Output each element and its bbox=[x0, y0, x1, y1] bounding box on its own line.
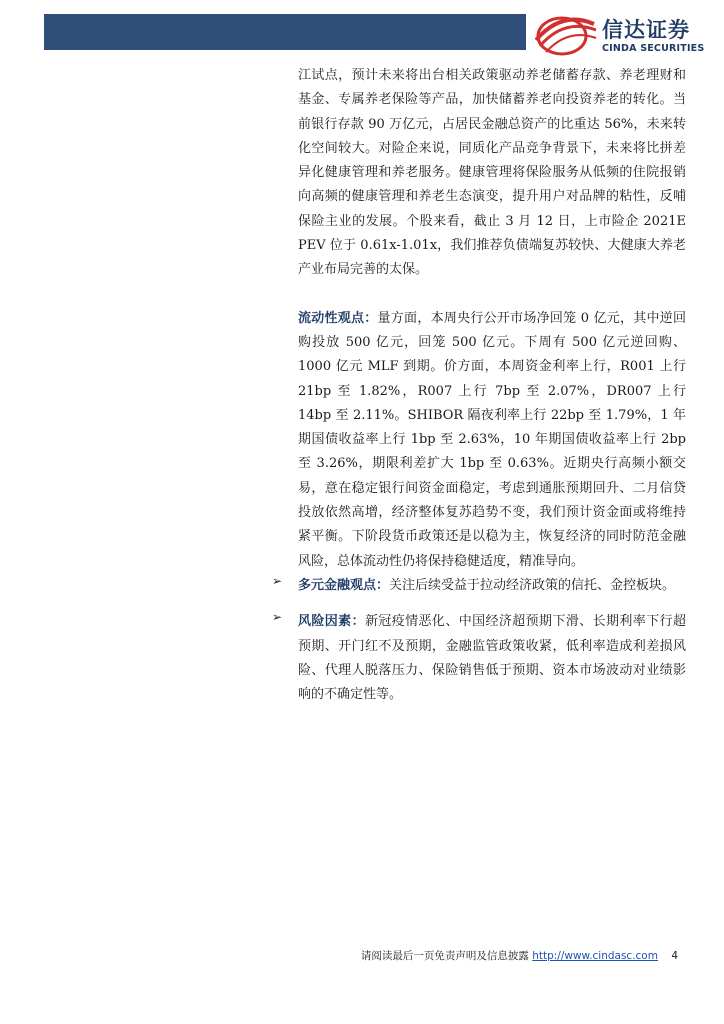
logo-chinese-name: 信达证券 bbox=[602, 18, 690, 42]
risk-factors-paragraph bbox=[298, 610, 686, 707]
risk-factors-lead: 风险因素： bbox=[298, 614, 365, 630]
diversified-finance-lead: 多元金融观点： bbox=[298, 577, 390, 593]
liquidity-paragraph bbox=[298, 307, 686, 574]
diversified-finance-text: 关注后续受益于拉动经济政策的信托、金控板块。 bbox=[389, 577, 676, 593]
risk-factors-text: 新冠疫情恶化、中国经济超预期下滑、长期利率下行超预期、开门红不及预期，金融监管政策收紧，低利率造成利差损风险、代理人脱落压力、保险销售低于预期、资本市场波动对业绩影响的不确定性等。 bbox=[298, 614, 686, 703]
report-body bbox=[272, 64, 686, 707]
arrow-bullet-icon: ➢ bbox=[272, 573, 283, 588]
footer-website-link[interactable]: http://www.cindasc.com bbox=[532, 950, 658, 962]
diversified-finance-paragraph bbox=[298, 574, 686, 598]
liquidity-lead: 流动性观点： bbox=[298, 310, 378, 326]
page-number: 4 bbox=[671, 950, 678, 962]
page-footer bbox=[361, 948, 678, 963]
bullet-risk-factors bbox=[272, 610, 686, 707]
footer-disclaimer: 请阅读最后一页免责声明及信息披露 bbox=[360, 950, 529, 962]
insurance-paragraph: 江试点，预计未来将出台相关政策驱动养老储蓄存款、养老理财和基金、专属养老保险等产品，加快储蓄养老向投资养老的转化。当前银行存款 90 万亿元，占居民金融总资产的比重达 56%，未来转化空间较大。对险企来说，同质化产品竞争背景下，未来将比拼差异化健康管理和养老服务。健康管理将保险服务从低频的住院报销向高频的健康管理和养老生态演变，提升用户对品牌的粘性，反哺保险主业的发展。个股来看，截止 3 月 12 日，上市险企 2021E PEV 位于 0.61x-1.01x，我们推荐负债端复苏较快、大健康大养老产业布局完善的太保。 bbox=[298, 68, 686, 278]
header-bar bbox=[44, 14, 526, 50]
company-logo bbox=[532, 10, 712, 58]
cinda-globe-icon bbox=[532, 10, 602, 58]
logo-english-name: CINDA SECURITIES bbox=[602, 43, 705, 54]
bullet-diversified-finance bbox=[272, 573, 686, 598]
liquidity-text: 量方面，本周央行公开市场净回笼 0 亿元，其中逆回购投放 500 亿元，回笼 500 亿元。下周有 500 亿元逆回购、1000 亿元 MLF 到期。价方面，本周资金利率上行，R001 上行 21bp 至 1.82%，R007 上行 7bp 至 2.07%，DR007 上行 14bp 至 2.11%。SHIBOR 隔夜利率上行 22bp 至 1.79%，1 年期国债收益率上行 1bp 至 2.63%，10 年期国债收益率上行 2bp 至 3.26%，期限利差扩大 1bp 至 0.63%。近期央行高频小额交易，意在稳定银行间资金面稳定，考虑到通胀预期回升、二月信贷投放依然高增，经济整体复苏趋势不变，我们预计资金面或将维持紧平衡。下阶段货币政策还是以稳为主，恢复经济的同时防范金融风险，总体流动性仍将保持稳健适度，精准导向。 bbox=[298, 310, 686, 569]
arrow-bullet-icon: ➢ bbox=[272, 610, 283, 625]
